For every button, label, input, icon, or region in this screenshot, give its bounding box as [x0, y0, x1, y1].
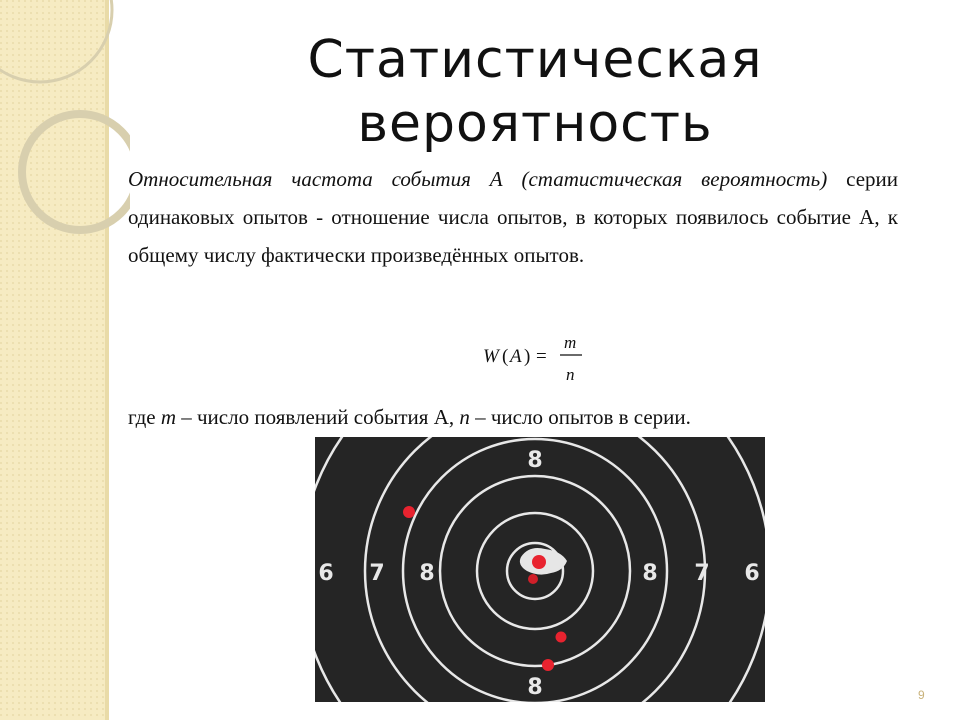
- formula-open-paren: (: [502, 346, 509, 367]
- where-prefix: где: [128, 405, 161, 429]
- decor-circle-bottom: [22, 114, 130, 230]
- hit-lower-1: [556, 632, 567, 643]
- definition-paragraph: [128, 160, 898, 274]
- where-m-text: – число появлений события А,: [176, 405, 460, 429]
- title-line-2: вероятность: [357, 94, 713, 154]
- hit-near-center: [528, 574, 538, 584]
- title-line-1: Статистическая: [307, 30, 763, 90]
- formula-equals: =: [536, 346, 547, 367]
- definition-term: Относительная частота события А (статистическая вероятность): [128, 167, 828, 191]
- hit-center: [532, 555, 546, 569]
- ring-label-left-8: 8: [419, 561, 435, 586]
- slide-title: [270, 28, 800, 156]
- probability-formula: [478, 330, 598, 390]
- ring-label-right-6: 6: [744, 561, 760, 586]
- hit-upper-left: [403, 506, 415, 518]
- where-m: m: [160, 405, 176, 429]
- ring-label-right-8: 8: [642, 561, 658, 586]
- ring-label-left-7: 7: [369, 561, 385, 586]
- where-n: n: [459, 405, 470, 429]
- ring-label-right-7: 7: [694, 561, 710, 586]
- decor-circle-top: [0, 0, 112, 82]
- formula-numerator: m: [564, 333, 577, 352]
- shooting-target-image: [315, 437, 765, 702]
- where-n-text: – число опытов в серии.: [469, 405, 691, 429]
- ring-label-top: 8: [527, 448, 543, 473]
- ring-label-bottom: 8: [527, 675, 543, 700]
- ring-label-left-6: 6: [318, 561, 334, 586]
- formula-close-paren: ): [524, 346, 531, 367]
- decorative-circles: [0, 0, 130, 260]
- formula-lhs: W: [483, 346, 499, 367]
- hit-lower-2: [542, 659, 554, 671]
- variables-explanation: [128, 402, 888, 432]
- formula-denominator: n: [566, 365, 575, 384]
- page-number: 9: [918, 688, 925, 702]
- formula-argument: A: [510, 346, 522, 367]
- definition-text: серии одинаковых опытов - отношение числа опытов, в которых появилось событие А, к общему числу фактически произведённых опытов.: [128, 167, 898, 267]
